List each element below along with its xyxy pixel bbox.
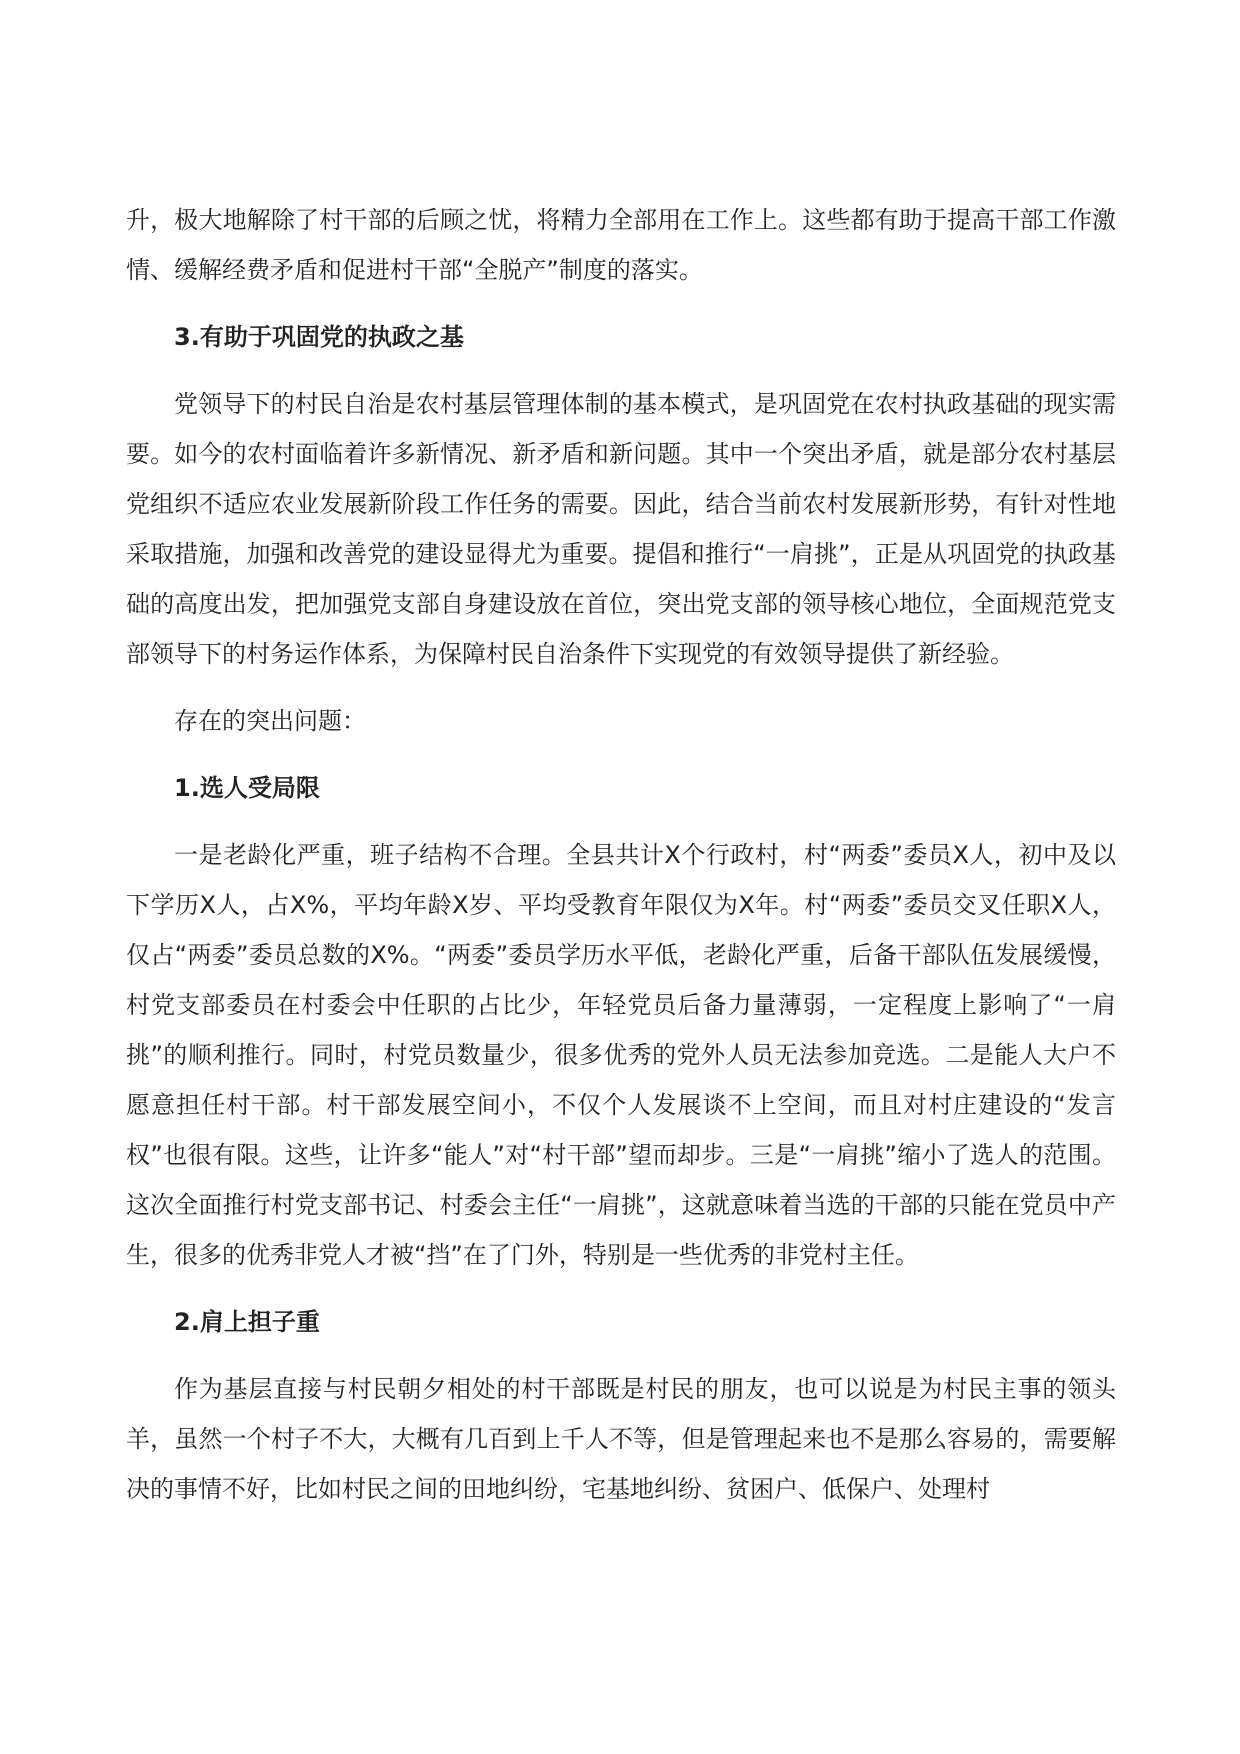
paragraph-issue-1: 一是老龄化严重，班子结构不合理。全县共计X个行政村，村“两委”委员X人，初中及以下学历X人，占X%，平均年龄X岁、平均受教育年限仅为X年。村“两委”委员交叉任职X人，仅占“两委”委员总数的X%。“两委”委员学历水平低，老龄化严重，后备干部队伍发展缓慢，村党支部委员在村委会中任职的占比少，年轻党员后备力量薄弱，一定程度上影响了“一肩挑”的顺利推行。同时，村党员数量少，很多优秀的党外人员无法参加竞选。二是能人大户不愿意担任村干部。村干部发展空间小，不仅个人发展谈不上空间，而且对村庄建设的“发言权”也很有限。这些，让许多“能人”对“村干部”望而却步。三是“一肩挑”缩小了选人的范围。这次全面推行村党支部书记、村委会主任“一肩挑”，这就意味着当选的干部的只能在党员中产生，很多的优秀非党人才被“挡”在了门外，特别是一些优秀的非党村主任。: [126, 841, 1116, 1269]
paragraph-section-3: 党领导下的村民自治是农村基层管理体制的基本模式，是巩固党在农村执政基础的现实需要。如今的农村面临着许多新情况、新矛盾和新问题。其中一个突出矛盾，就是部分农村基层党组织不适应农业发展新阶段工作任务的需要。因此，结合当前农村发展新形势，有针对性地采取措施，加强和改善党的建设显得尤为重要。提倡和推行“一肩挑”，正是从巩固党的执政基础的高度出发，把加强党支部自身建设放在首位，突出党支部的领导核心地位，全面规范党支部领导下的村务运作体系，为保障村民自治条件下实现党的有效领导提供了新经验。: [126, 390, 1116, 668]
issue-heading-2: 2.肩上担子重: [174, 1308, 320, 1336]
paragraph-issue-2: 作为基层直接与村民朝夕相处的村干部既是村民的朋友，也可以说是为村民主事的领头羊，虽然一个村子不大，大概有几百到上千人不等，但是管理起来也不是那么容易的，需要解决的事情不好，比如村民之间的田地纠纷，宅基地纠纷、贫困户、低保户、处理村: [126, 1375, 1116, 1503]
paragraph-continuation: 升，极大地解除了村干部的后顾之忧，将精力全部用在工作上。这些都有助于提高干部工作激情、缓解经费矛盾和促进村干部“全脱产”制度的落实。: [126, 206, 1116, 284]
issue-heading-1: 1.选人受局限: [174, 774, 320, 802]
document-body: [126, 195, 1116, 1514]
section-heading-3: 3.有助于巩固党的执政之基: [174, 323, 464, 351]
issues-intro: 存在的突出问题：: [174, 707, 366, 735]
